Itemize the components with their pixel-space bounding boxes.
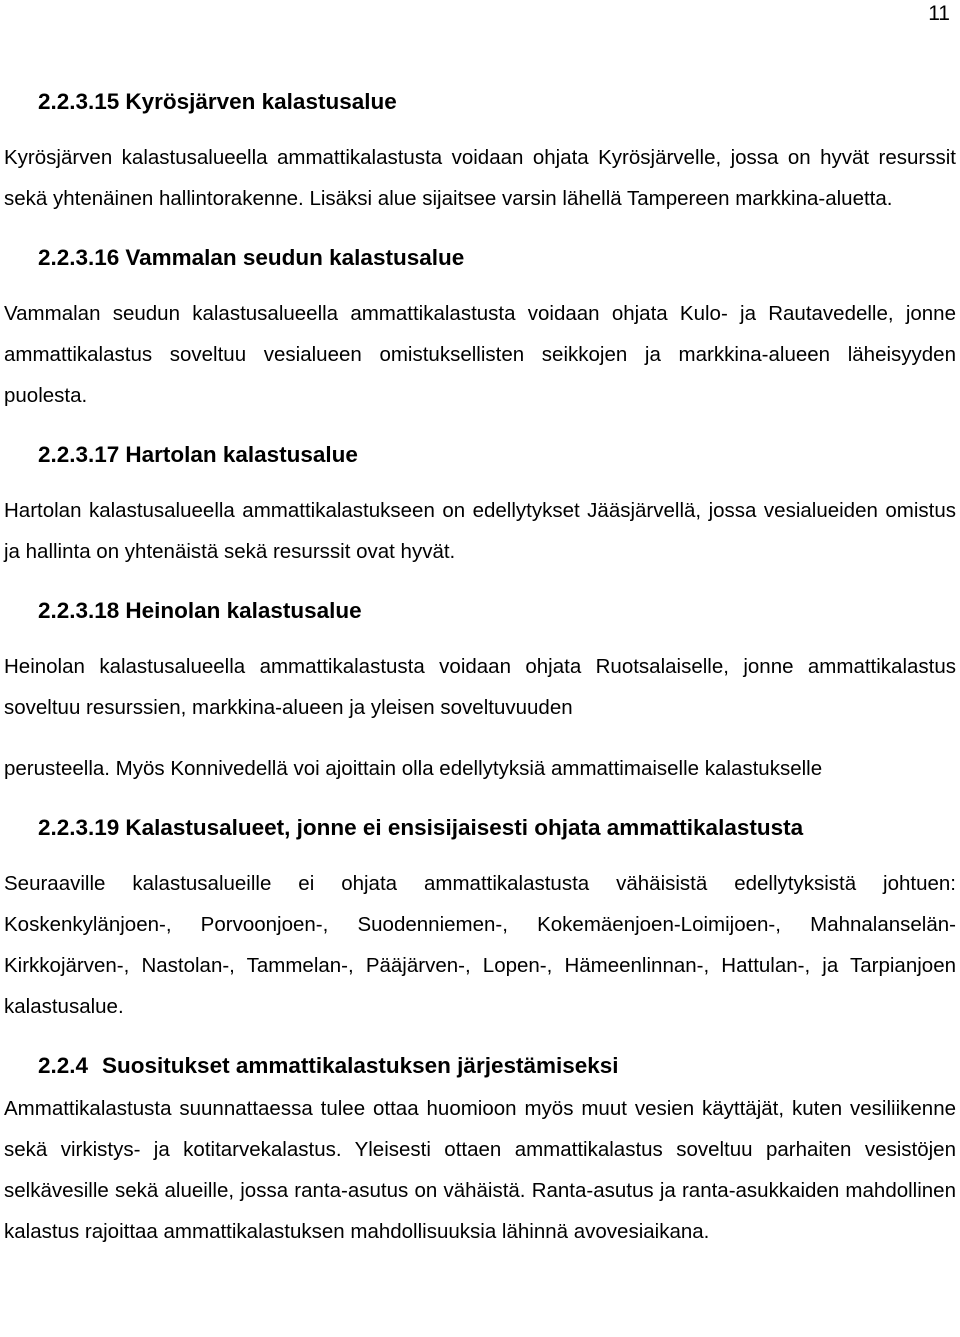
section-paragraph: Hartolan kalastusalueella ammattikalastukseen on edellytykset Jääsjärvellä, jossa vesialueiden omistus ja hallinta on yhtenäistä sekä resurssit ovat hyvät.	[4, 499, 956, 563]
section-kyrosjarvi	[4, 82, 956, 219]
section-no-professional-fishing	[4, 808, 956, 1027]
section-number: 2.2.3.17	[38, 442, 120, 467]
section-hartola	[4, 435, 956, 572]
section-heinola	[4, 591, 956, 789]
section-paragraph: perusteella. Myös Konnivedellä voi ajoittain olla edellytyksiä ammattimaiselle kalastukselle	[4, 757, 823, 780]
section-heading	[4, 591, 956, 631]
section-number: 2.2.3.16	[38, 245, 120, 270]
section-title: Kalastusalueet, jonne ei ensisijaisesti ohjata ammattikalastusta	[125, 815, 804, 840]
section-number: 2.2.3.15	[38, 89, 120, 114]
section-number: 2.2.3.19	[38, 815, 120, 840]
section-heading	[4, 808, 956, 848]
page-number: 11	[928, 2, 950, 25]
section-number: 2.2.4	[38, 1053, 89, 1078]
section-heading	[4, 238, 956, 278]
section-number: 2.2.3.18	[38, 598, 120, 623]
section-paragraph: Vammalan seudun kalastusalueella ammattikalastusta voidaan ohjata Kulo- ja Rautavedelle, jonne ammattikalastus soveltuu vesialueen omistuksellisten seikkojen ja markkina-alueen läheisyyden puolesta.	[4, 302, 956, 407]
section-heading	[4, 1046, 956, 1086]
section-recommendations	[4, 1046, 956, 1252]
section-title: Suositukset ammattikalastuksen järjestämiseksi	[102, 1053, 619, 1078]
section-heading	[4, 435, 956, 475]
section-paragraph: Heinolan kalastusalueella ammattikalastusta voidaan ohjata Ruotsalaiselle, jonne ammattikalastus soveltuu resurssien, markkina-alueen ja yleisen soveltuvuuden	[4, 655, 956, 719]
section-paragraph: Seuraaville kalastusalueille ei ohjata ammattikalastusta vähäisistä edellytyksistä johtuen: Koskenkylänjoen-, Porvoonjoen-, Suodenniemen-, Kokemäenjoen-Loimijoen-, Mahnalanselän-Kirkkojärven-, Nastolan-, Tammelan-, Pääjärven-, Lopen-, Hämeenlinnan-, Hattulan-, ja Tarpianjoen kalastusalue.	[4, 872, 956, 1018]
section-heading	[4, 82, 956, 122]
section-title: Hartolan kalastusalue	[125, 442, 358, 467]
section-paragraph: Ammattikalastusta suunnattaessa tulee ottaa huomioon myös muut vesien käyttäjät, kuten vesiliikenne sekä virkistys- ja kotitarvekalastus. Yleisesti ottaen ammattikalastus soveltuu parhaiten vesistöjen selkävesille sekä alueille, jossa ranta-asutus on vähäistä. Ranta-asutus ja ranta-asukkaiden mahdollinen kalastus rajoittaa ammattikalastuksen mahdollisuuksia lähinnä avovesiaikana.	[4, 1097, 956, 1243]
section-title: Heinolan kalastusalue	[125, 598, 362, 623]
section-title: Vammalan seudun kalastusalue	[125, 245, 465, 270]
section-paragraph: Kyrösjärven kalastusalueella ammattikalastusta voidaan ohjata Kyrösjärvelle, jossa on hyvät resurssit sekä yhtenäinen hallintorakenne. Lisäksi alue sijaitsee varsin lähellä Tampereen markkina-aluetta.	[4, 146, 956, 210]
section-title: Kyrösjärven kalastusalue	[125, 89, 397, 114]
section-vammala	[4, 238, 956, 416]
document-body	[4, 82, 956, 1252]
